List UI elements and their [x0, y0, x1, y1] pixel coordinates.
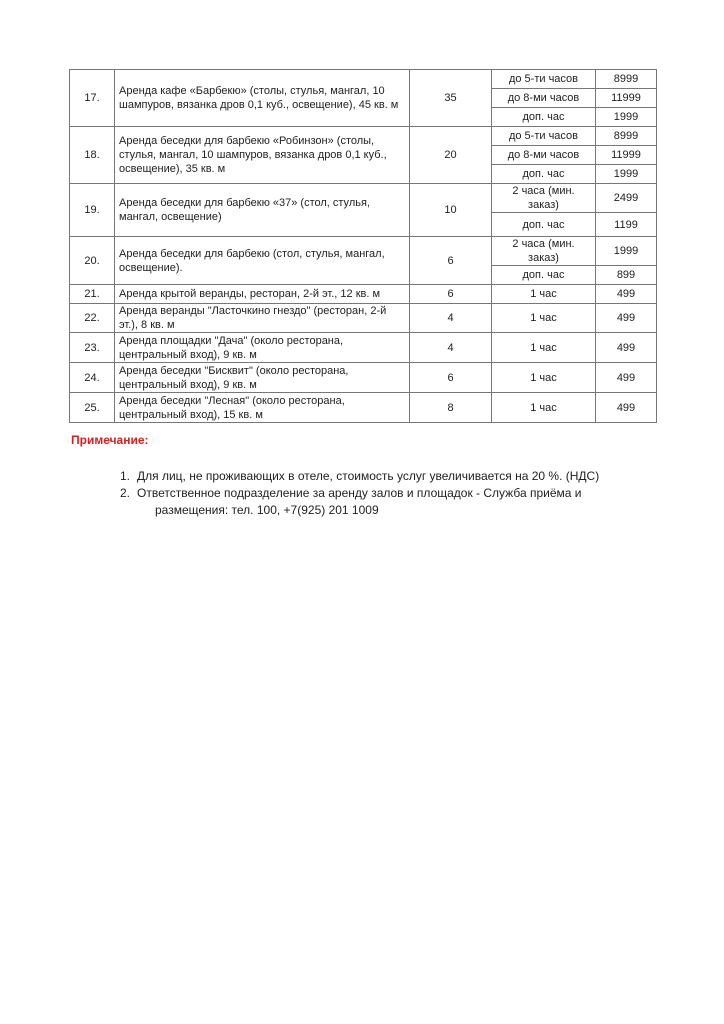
price-value: 499	[596, 363, 657, 393]
capacity-value: 6	[410, 285, 492, 304]
duration-value: 1 час	[492, 333, 596, 363]
duration-value: доп. час	[492, 213, 596, 237]
duration-value: 1 час	[492, 304, 596, 333]
price-value: 1999	[596, 165, 657, 184]
price-value: 1999	[596, 237, 657, 266]
price-value: 499	[596, 333, 657, 363]
price-value: 899	[596, 266, 657, 285]
duration-value: доп. час	[492, 165, 596, 184]
price-value: 11999	[596, 146, 657, 165]
duration-value: доп. час	[492, 108, 596, 127]
duration-value: 1 час	[492, 363, 596, 393]
row-number: 23.	[70, 333, 115, 363]
table-row	[70, 237, 657, 266]
rental-description: Аренда беседки "Бисквит" (около ресторана, центральный вход), 9 кв. м	[115, 363, 410, 393]
note-item-number: 2.	[120, 486, 131, 500]
price-value: 11999	[596, 89, 657, 108]
duration-value: 1 час	[492, 285, 596, 304]
rental-description: Аренда кафе «Барбекю» (столы, стулья, мангал, 10 шампуров, вязанка дров 0,1 куб., освещение), 45 кв. м	[115, 70, 410, 127]
duration-value: до 8-ми часов	[492, 146, 596, 165]
row-number: 25.	[70, 393, 115, 423]
capacity-value: 35	[410, 70, 492, 127]
rental-description: Аренда крытой веранды, ресторан, 2-й эт., 12 кв. м	[115, 285, 410, 304]
note-item-text-continuation: размещения: тел. 100, +7(925) 201 1009	[155, 503, 379, 517]
note-item	[118, 468, 678, 485]
row-number: 20.	[70, 237, 115, 285]
table-row	[70, 363, 657, 393]
table-row	[70, 285, 657, 304]
duration-value: до 8-ми часов	[492, 89, 596, 108]
row-number: 21.	[70, 285, 115, 304]
price-table	[69, 69, 657, 423]
duration-value: 2 часа (мин. заказ)	[492, 184, 596, 213]
notes-list	[118, 468, 678, 519]
capacity-value: 6	[410, 237, 492, 285]
price-value: 2499	[596, 184, 657, 213]
table-row	[70, 393, 657, 423]
capacity-value: 10	[410, 184, 492, 237]
row-number: 24.	[70, 363, 115, 393]
duration-value: до 5-ти часов	[492, 70, 596, 89]
price-value: 499	[596, 393, 657, 423]
duration-value: 2 часа (мин. заказ)	[492, 237, 596, 266]
price-value: 8999	[596, 127, 657, 146]
note-item-number: 1.	[120, 469, 131, 483]
capacity-value: 8	[410, 393, 492, 423]
rental-description: Аренда беседки для барбекю «Робинзон» (столы, стулья, мангал, 10 шампуров, вязанка дров 0,1 куб., освещение), 35 кв. м	[115, 127, 410, 184]
row-number: 19.	[70, 184, 115, 237]
note-item	[118, 485, 678, 519]
duration-value: 1 час	[492, 393, 596, 423]
capacity-value: 6	[410, 363, 492, 393]
rental-description: Аренда беседки для барбекю «37» (стол, стулья, мангал, освещение)	[115, 184, 410, 237]
row-number: 22.	[70, 304, 115, 333]
table-row	[70, 127, 657, 146]
duration-value: доп. час	[492, 266, 596, 285]
row-number: 18.	[70, 127, 115, 184]
rental-description: Аренда беседки для барбекю (стол, стулья, мангал, освещение).	[115, 237, 410, 285]
rental-description: Аренда площадки "Дача" (около ресторана, центральный вход), 9 кв. м	[115, 333, 410, 363]
price-value: 1999	[596, 108, 657, 127]
table-row	[70, 70, 657, 89]
price-value: 499	[596, 285, 657, 304]
note-item-text: Для лиц, не проживающих в отеле, стоимость услуг увеличивается на 20 %. (НДС)	[137, 469, 600, 483]
row-number: 17.	[70, 70, 115, 127]
duration-value: до 5-ти часов	[492, 127, 596, 146]
price-value: 1199	[596, 213, 657, 237]
price-value: 8999	[596, 70, 657, 89]
capacity-value: 4	[410, 333, 492, 363]
table-row	[70, 184, 657, 213]
price-value: 499	[596, 304, 657, 333]
rental-description: Аренда веранды "Ласточкино гнездо" (ресторан, 2-й эт.), 8 кв. м	[115, 304, 410, 333]
rental-description: Аренда беседки "Лесная" (около ресторана, центральный вход), 15 кв. м	[115, 393, 410, 423]
capacity-value: 4	[410, 304, 492, 333]
table-row	[70, 333, 657, 363]
note-title: Примечание:	[71, 433, 149, 447]
table-row	[70, 304, 657, 333]
note-item-text: Ответственное подразделение за аренду залов и площадок - Служба приёма и	[137, 486, 582, 500]
capacity-value: 20	[410, 127, 492, 184]
